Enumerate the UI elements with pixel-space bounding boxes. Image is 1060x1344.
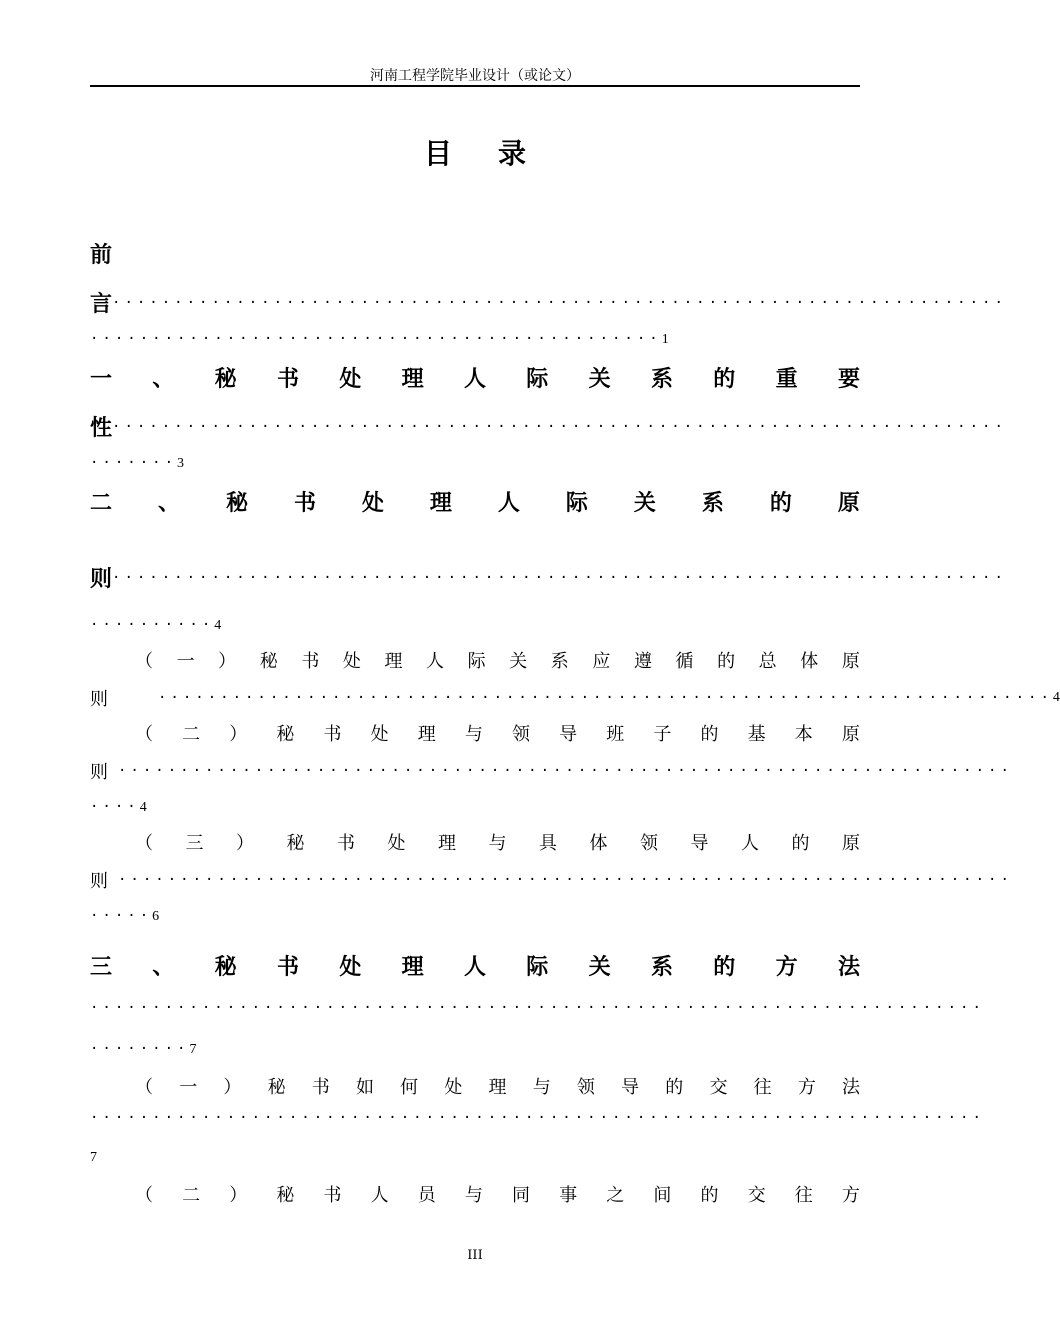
toc-char: 的 [665,1077,684,1098]
toc-s3-tail: ········7 [90,1041,197,1057]
toc-char: 与 [488,833,507,854]
dot-leader: ········································································ [112,569,1007,586]
toc-char: 如 [355,1077,374,1098]
toc-char: 理 [488,1077,507,1098]
toc-char: （ [135,651,153,672]
toc-char: 导 [690,833,709,854]
page-number: 4 [139,800,147,815]
toc-char: （ [135,1077,153,1098]
toc-s3-2-line1[interactable] [135,1181,860,1207]
toc-char: ） [223,1077,242,1098]
page-number: 4 [1052,690,1060,705]
toc-preface-char [90,238,112,269]
toc-char: 与 [532,1077,551,1098]
toc-char: 领 [640,833,658,854]
toc-s2-3-line2[interactable] [90,867,1013,893]
toc-char: 秘 [259,651,278,672]
toc-char: 理 [438,833,456,854]
toc-preface-last: 言 [90,291,113,317]
toc-char: 关 [633,490,656,516]
toc-char: 一 [90,366,113,392]
toc-char: 人 [463,954,486,980]
toc-s2-1-line2[interactable] [90,685,1060,711]
toc-char: 本 [794,724,813,745]
toc-s2-2-last: 则 [90,762,108,783]
toc-char: 法 [842,1077,860,1098]
toc-char: 的 [713,954,736,980]
toc-char: 总 [758,651,777,672]
toc-char: 、 [152,954,175,980]
toc-char: 间 [653,1185,672,1206]
toc-char: 书 [276,366,299,392]
toc-s1-last: 性 [90,415,113,441]
toc-char: 理 [417,724,436,745]
toc-char: 的 [713,366,736,392]
toc-s3-1-line2 [90,1110,985,1126]
toc-char: 往 [794,1185,813,1206]
page-number: 7 [90,1150,97,1165]
running-header: 河南工程学院毕业设计（或论文） [370,68,580,84]
toc-s3-line1[interactable] [90,950,860,981]
toc-char: 际 [467,651,486,672]
toc-char: 二 [182,724,201,745]
page-number: 7 [189,1042,197,1057]
toc-s1-line2[interactable] [90,411,1007,442]
toc-s2-line1[interactable] [90,486,860,517]
toc-title: 目录 [423,137,572,170]
toc-char: 方 [841,1185,860,1206]
toc-char: 书 [323,1185,342,1206]
toc-char: 交 [709,1077,728,1098]
toc-char: 原 [842,833,860,854]
toc-char: 书 [276,954,299,980]
dot-leader: ········································································ [90,1110,985,1126]
toc-char: 与 [464,724,483,745]
toc-s3-line2 [90,1000,985,1016]
toc-char: 班 [606,724,625,745]
toc-preface-entry[interactable] [90,287,1007,318]
toc-char: 秘 [214,366,237,392]
toc-char: 关 [588,954,611,980]
page-number: 1 [661,332,669,347]
toc-char: 处 [370,724,389,745]
toc-char: 书 [323,724,342,745]
toc-char: 体 [589,833,608,854]
toc-char: 理 [401,954,424,980]
toc-s2-2-tail: ····4 [90,799,147,815]
toc-char: 三 [90,954,113,980]
toc-char: 一 [179,1077,198,1098]
toc-char: ） [218,651,237,672]
toc-char: 的 [769,490,792,516]
toc-char: 秘 [214,954,237,980]
toc-char: 往 [753,1077,772,1098]
dot-leader: ········································································ [112,418,1007,435]
toc-s2-tail: ··········4 [90,617,222,633]
toc-char: 理 [384,651,403,672]
toc-s1-tail: ·······3 [90,455,185,471]
toc-s2-line2[interactable] [90,562,1007,593]
toc-char: 同 [512,1185,530,1206]
toc-char: 人 [426,651,445,672]
toc-char: 领 [576,1077,595,1098]
toc-char: 秘 [267,1077,286,1098]
toc-s2-2-line1[interactable] [135,720,860,746]
toc-char: 的 [700,1185,719,1206]
toc-char: 循 [675,651,694,672]
toc-char: 具 [539,833,557,854]
toc-char: 的 [700,724,719,745]
toc-char: 与 [464,1185,483,1206]
toc-char: 原 [837,490,860,516]
toc-char: ） [229,1185,248,1206]
toc-char: 法 [837,954,860,980]
toc-char: 际 [526,366,549,392]
toc-char: 遵 [633,651,652,672]
toc-char: 系 [650,366,673,392]
toc-char: 处 [444,1077,463,1098]
toc-char: 人 [370,1185,389,1206]
toc-char: 重 [775,366,798,392]
toc-s2-last: 则 [90,566,113,592]
toc-char: 人 [497,490,520,516]
toc-char: ） [229,724,248,745]
toc-char: 一 [176,651,195,672]
toc-preface-tail: ··············································1 [90,331,669,347]
toc-char: 际 [565,490,588,516]
dot-leader: ········································································ [90,1000,985,1016]
toc-char: 何 [400,1077,419,1098]
toc-char: 秘 [276,724,295,745]
page-number: 4 [214,618,222,633]
toc-s2-2-line2[interactable] [90,758,1013,784]
toc-char: 理 [401,366,424,392]
toc-s2-1-last: 则 [90,689,108,710]
toc-char: 、 [152,366,175,392]
toc-char: 关 [588,366,611,392]
toc-char: 书 [311,1077,330,1098]
toc-char: 前 [90,242,113,268]
toc-char: 方 [797,1077,816,1098]
page-footer-number: III [467,1248,483,1263]
toc-s2-3-tail: ·····6 [90,908,160,924]
toc-char: 应 [592,651,611,672]
page-number: 3 [177,456,185,471]
toc-char: 三 [185,833,204,854]
toc-char: 的 [791,833,810,854]
toc-char: 际 [526,954,549,980]
toc-char: 子 [653,724,672,745]
toc-char: 书 [337,833,355,854]
toc-s2-3-last: 则 [90,871,108,892]
dot-leader: ········································································ [158,690,1053,706]
toc-s2-1-line1[interactable] [135,647,860,673]
toc-char: 领 [512,724,530,745]
toc-char: 系 [550,651,569,672]
toc-char: 处 [339,954,362,980]
toc-char: 导 [559,724,578,745]
dot-leader: ········································································ [118,872,1013,888]
toc-char: 关 [509,651,528,672]
toc-char: 系 [650,954,673,980]
toc-char: 秘 [286,833,305,854]
toc-char: 原 [841,724,860,745]
toc-s2-3-line1[interactable] [135,829,860,855]
dot-leader: ········································································ [112,294,1007,311]
toc-char: （ [135,833,153,854]
toc-char: 处 [339,366,362,392]
toc-char: 体 [800,651,819,672]
page-number: 6 [152,909,160,924]
toc-char: （ [135,724,153,745]
toc-char: 处 [361,490,384,516]
toc-s1-line1[interactable] [90,362,860,393]
toc-char: 交 [747,1185,766,1206]
toc-char: 秘 [276,1185,295,1206]
toc-char: 理 [429,490,452,516]
toc-char: （ [135,1185,153,1206]
toc-char: 之 [606,1185,625,1206]
toc-char: 书 [301,651,320,672]
toc-s3-1-line1[interactable] [135,1073,860,1099]
toc-char: 秘 [225,490,248,516]
header-rule [90,85,860,87]
dot-leader: ········································································ [118,763,1013,779]
toc-char: 导 [621,1077,640,1098]
toc-char: 的 [717,651,736,672]
toc-char: 基 [747,724,766,745]
toc-char: 处 [387,833,406,854]
toc-char: 原 [841,651,860,672]
toc-char: 员 [417,1185,436,1206]
toc-char: 系 [701,490,724,516]
toc-char: 处 [342,651,361,672]
toc-char: 人 [463,366,486,392]
toc-char: 事 [559,1185,578,1206]
toc-char: 二 [90,490,113,516]
toc-char: 书 [293,490,316,516]
toc-char: 要 [837,366,860,392]
toc-char: 人 [741,833,759,854]
toc-char: ） [236,833,254,854]
toc-char: 方 [775,954,798,980]
toc-char: 、 [157,490,180,516]
toc-char: 二 [182,1185,201,1206]
